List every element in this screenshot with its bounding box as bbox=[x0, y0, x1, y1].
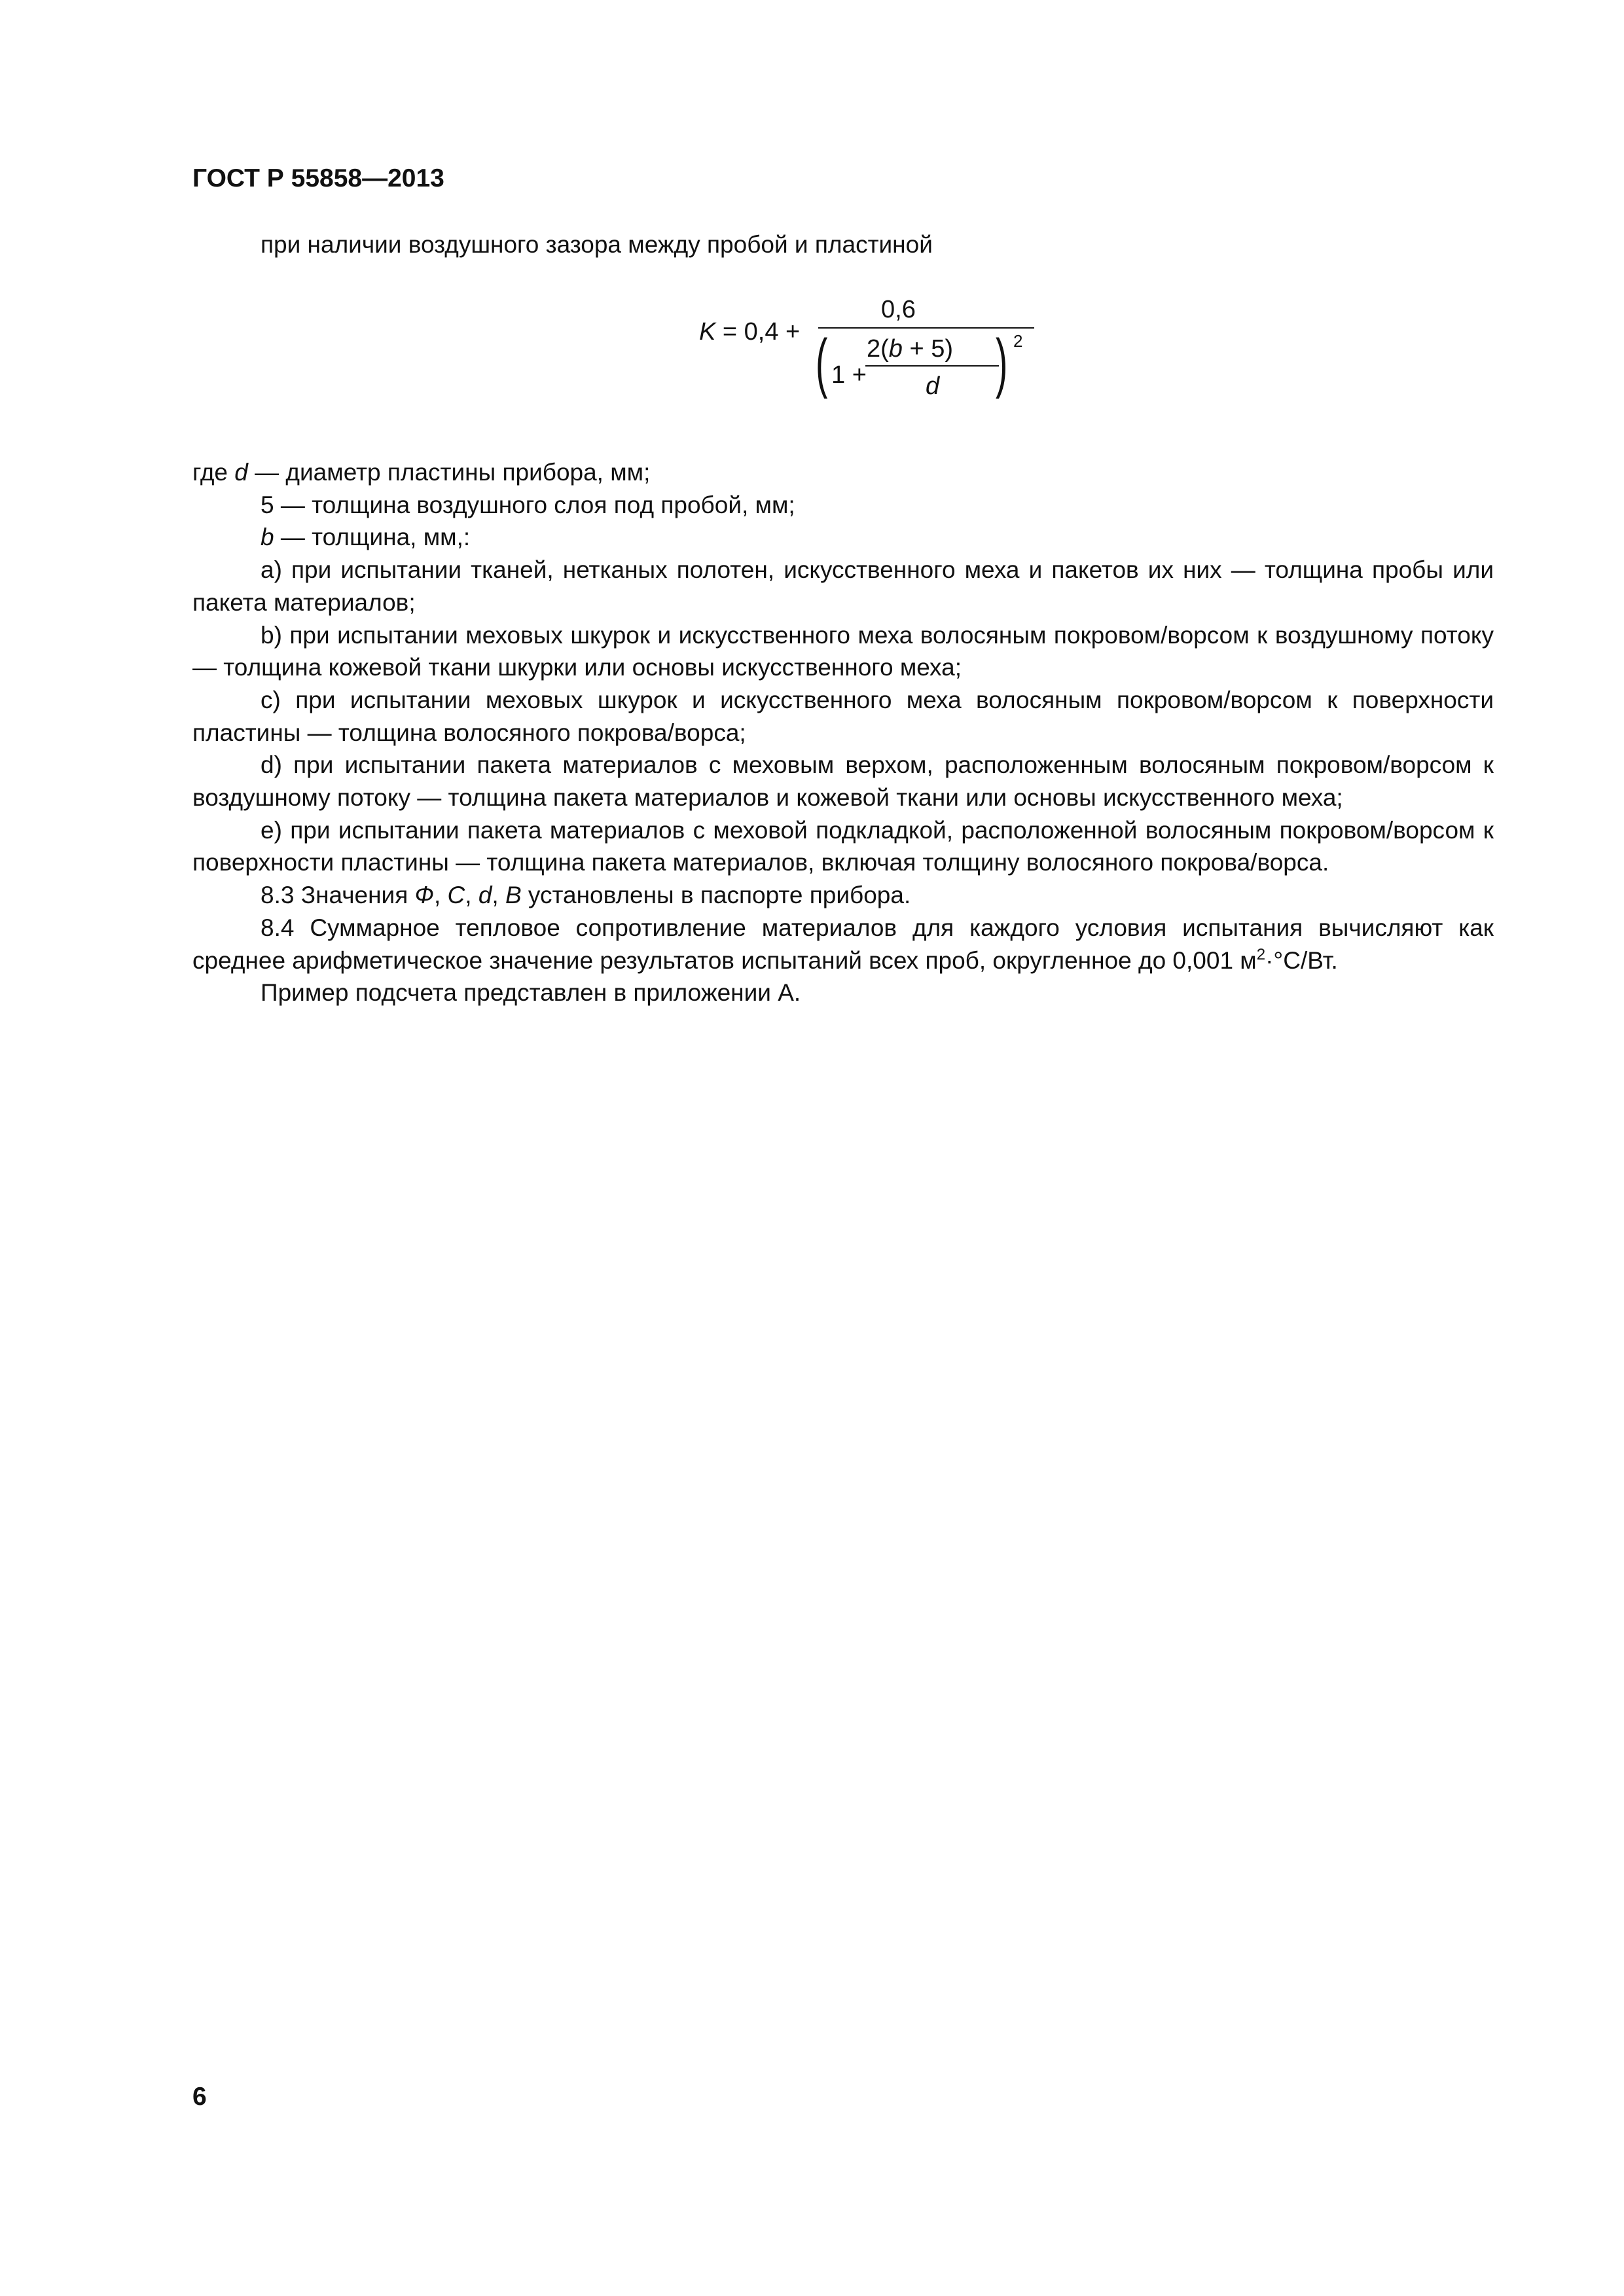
formula-right-paren: ) bbox=[996, 326, 1008, 399]
definition-d: где d — диаметр пластины прибора, мм; bbox=[192, 459, 651, 486]
list-item-d: d) при испытании пакета материалов с меховым верхом, расположенным волосяным покровом/ворсом к воздушному потоку — толщина пакета материалов и кожевой ткани или основы искусственного меха; bbox=[192, 751, 1494, 812]
definition-five: 5 — толщина воздушного слоя под пробой, мм; bbox=[261, 491, 795, 518]
formula-inner-denominator: d bbox=[926, 372, 940, 400]
list-item-c: с) при испытании меховых шкурок и искусственного меха волосяным покровом/ворсом к поверхности пластины — толщина волосяного покрова/ворса; bbox=[192, 686, 1494, 746]
list-item-b: b) при испытании меховых шкурок и искусственного меха волосяным покровом/ворсом к воздушному потоку — толщина кожевой ткани шкурки или основы искусственного меха; bbox=[192, 621, 1494, 681]
section-8-4: 8.4 Суммарное тепловое сопротивление материалов для каждого условия испытания вычисляют как среднее арифметическое значение результатов испытаний всех проб, округленное до 0,001 $м^2\cdot^\circ С/Вт$. bbox=[192, 914, 1494, 974]
document-body bbox=[192, 456, 1494, 1009]
page-number: 6 bbox=[192, 2083, 207, 2111]
formula-inner-numerator: 2(b + 5) bbox=[867, 335, 954, 363]
intro-line: при наличии воздушного зазора между пробой и пластиной bbox=[261, 231, 933, 258]
section-8-3: 8.3 Значения Ф, С, d, В установлены в паспорте прибора. bbox=[261, 882, 911, 909]
formula-exponent: 2 bbox=[1013, 331, 1023, 351]
list-item-e: е) при испытании пакета материалов с меховой подкладкой, расположенной волосяным покровом/ворсом к поверхности пластины — толщина пакета материалов, включая толщину волосяного покрова/ворса. bbox=[192, 816, 1494, 876]
example-note: Пример подсчета представлен в приложении А. bbox=[261, 979, 801, 1007]
formula-k bbox=[699, 291, 1023, 422]
document-header: ГОСТ Р 55858—2013 bbox=[192, 164, 444, 192]
formula-inner-fraction-bar bbox=[865, 365, 999, 367]
definition-b: b — толщина, мм,: bbox=[261, 524, 471, 551]
formula-one-plus: 1 + bbox=[831, 361, 867, 389]
formula-lhs: K = 0,4 + bbox=[699, 318, 801, 346]
formula-left-paren: ( bbox=[816, 326, 828, 399]
formula-numerator: 0,6 bbox=[881, 296, 916, 323]
list-item-a: а) при испытании тканей, нетканых полотен, искусственного меха и пакетов их них — толщина пробы или пакета материалов; bbox=[192, 556, 1494, 616]
